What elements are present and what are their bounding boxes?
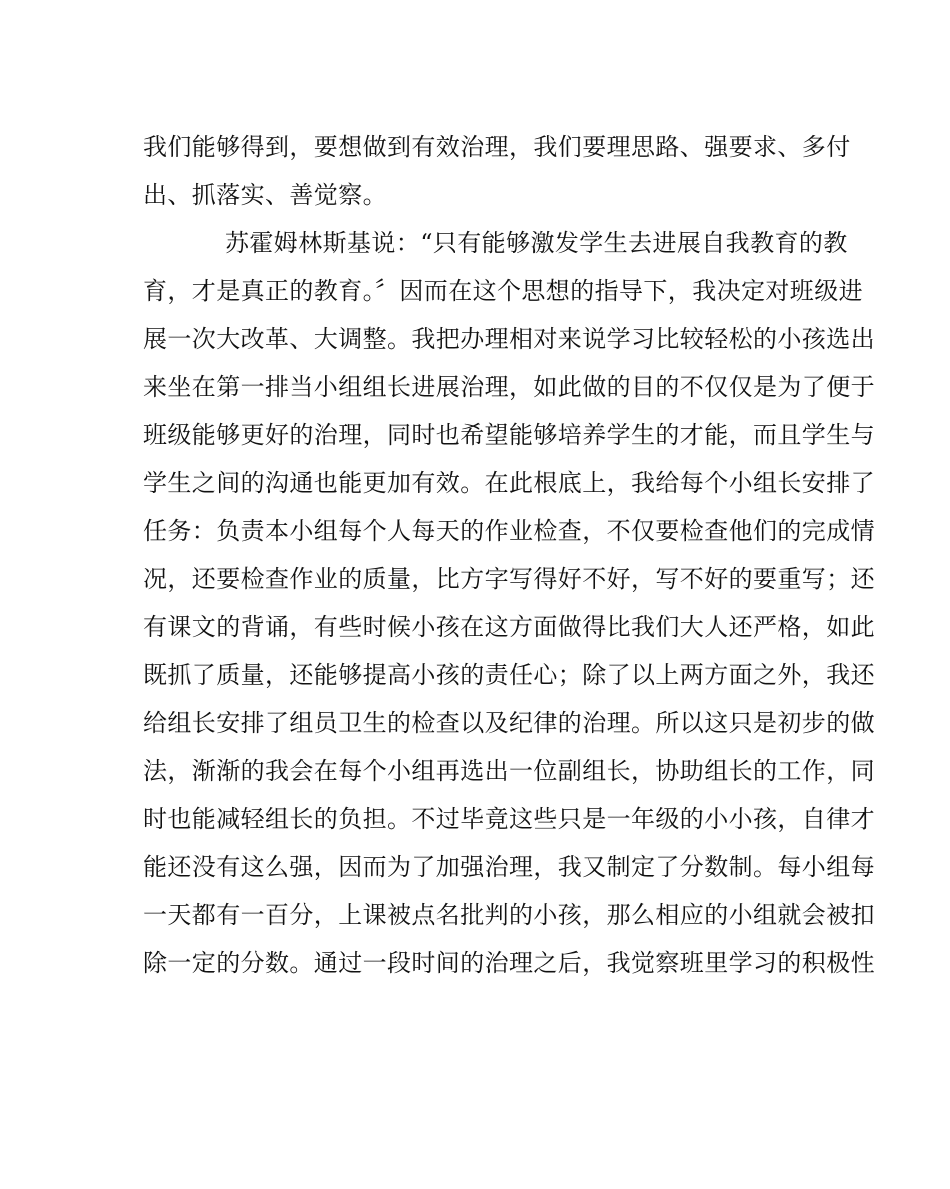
body-text [143, 123, 875, 987]
text-line: 除一定的分数。通过一段时间的治理之后，我觉察班里学习的积极性 [143, 949, 875, 977]
text-line: 能还没有这么强，因而为了加强治理，我又制定了分数制。每小组每 [143, 853, 875, 881]
paragraph-start-line: 苏霍姆林斯基说：“只有能够激发学生去进展自我教育的教 [225, 229, 848, 257]
text-line: 我们能够得到，要想做到有效治理，我们要理思路、强要求、多付 [143, 133, 851, 161]
text-line: 任务：负责本小组每个人每天的作业检查，不仅要检查他们的完成情 [143, 517, 875, 545]
text-line: 况，还要检查作业的质量，比方字写得好不好，写不好的要重写；还 [143, 565, 875, 593]
text-line: 学生之间的沟通也能更加有效。在此根底上，我给每个小组长安排了 [143, 469, 875, 497]
text-line: 一天都有一百分，上课被点名批判的小孩，那么相应的小组就会被扣 [143, 901, 875, 929]
text-line: 育，才是真正的教育。〞因而在这个思想的指导下，我决定对班级进 [143, 277, 863, 305]
text-line: 出、抓落实、善觉察。 [143, 181, 387, 209]
text-line: 给组长安排了组员卫生的检查以及纪律的治理。所以这只是初步的做 [143, 709, 875, 737]
text-line: 既抓了质量，还能够提高小孩的责任心；除了以上两方面之外，我还 [143, 661, 875, 689]
text-line: 时也能减轻组长的负担。不过毕竟这些只是一年级的小小孩，自律才 [143, 805, 875, 833]
text-line: 来坐在第一排当小组组长进展治理，如此做的目的不仅仅是为了便于 [143, 373, 875, 401]
text-line: 展一次大改革、大调整。我把办理相对来说学习比较轻松的小孩选出 [143, 325, 875, 353]
text-line: 法，渐渐的我会在每个小组再选出一位副组长，协助组长的工作，同 [143, 757, 875, 785]
text-line: 班级能够更好的治理，同时也希望能够培养学生的才能，而且学生与 [143, 421, 875, 449]
text-line: 有课文的背诵，有些时候小孩在这方面做得比我们大人还严格，如此 [143, 613, 875, 641]
